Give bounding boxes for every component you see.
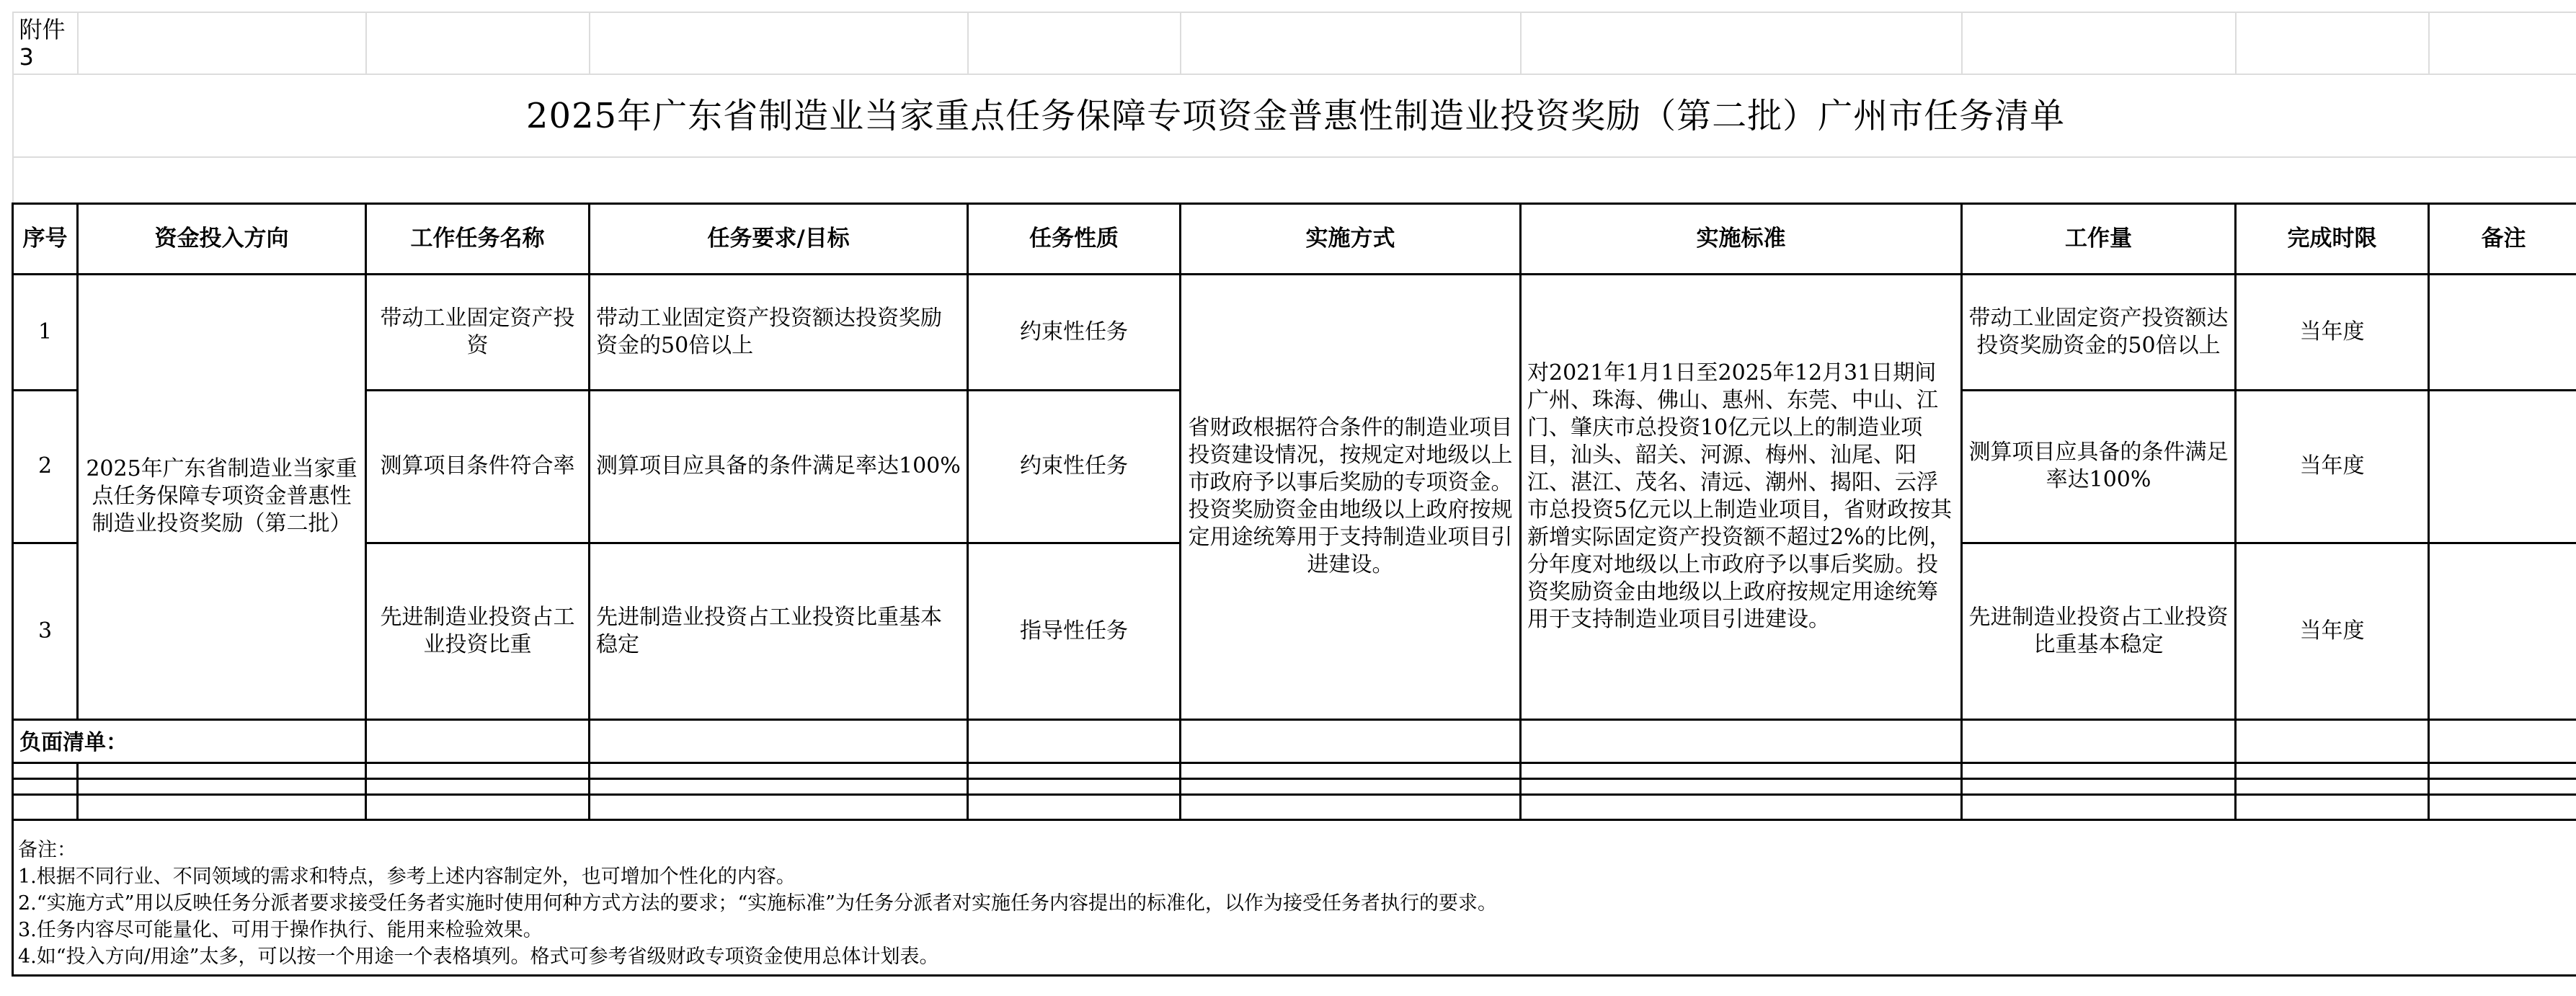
header-fund-direction: 资金投入方向 [78, 203, 366, 274]
negative-list-row [13, 762, 2576, 778]
requirement-cell: 带动工业固定资产投资额达投资奖励资金的50倍以上 [590, 274, 968, 390]
empty-cell [2429, 12, 2576, 74]
row-no: 2 [13, 390, 78, 543]
empty-cell [968, 12, 1181, 74]
row-no: 1 [13, 274, 78, 390]
table-row [13, 274, 2576, 390]
header-deadline: 完成时限 [2236, 203, 2429, 274]
empty-cell [1181, 12, 1521, 74]
negative-list-row [13, 778, 2576, 794]
negative-list-row [13, 719, 2576, 762]
empty-cell [1962, 12, 2236, 74]
note-item: 3.任务内容尽可能量化、可用于操作执行、能用来检验效果。 [18, 918, 543, 941]
empty-cell [590, 719, 968, 762]
negative-list-row [13, 794, 2576, 819]
task-list-table [12, 12, 2576, 977]
empty-cell [2236, 719, 2429, 762]
remark-cell [2429, 543, 2576, 719]
note-item: 4.如“投入方向/用途”太多，可以按一个用途一个表格填列。格式可参考省级财政专项资金使用总体计划表。 [18, 945, 939, 968]
deadline-cell: 当年度 [2236, 543, 2429, 719]
notes-section [13, 819, 2576, 975]
requirement-cell: 测算项目应具备的条件满足率达100% [590, 390, 968, 543]
header-remark: 备注 [2429, 203, 2576, 274]
negative-list-label: 负面清单： [13, 719, 366, 762]
fund-direction-cell: 2025年广东省制造业当家重点任务保障专项资金普惠性制造业投资奖励（第二批） [78, 274, 366, 719]
workload-cell: 测算项目应具备的条件满足率达100% [1962, 390, 2236, 543]
remark-cell [2429, 274, 2576, 390]
header-no: 序号 [13, 203, 78, 274]
empty-cell [2429, 719, 2576, 762]
header-row [13, 203, 2576, 274]
empty-cell [968, 719, 1181, 762]
task-name-cell: 测算项目条件符合率 [366, 390, 590, 543]
empty-cell [1181, 719, 1521, 762]
empty-cell [366, 719, 590, 762]
nature-cell: 约束性任务 [968, 274, 1181, 390]
task-name-cell: 先进制造业投资占工业投资比重 [366, 543, 590, 719]
note-item: 1.根据不同行业、不同领域的需求和特点，参考上述内容制定外，也可增加个性化的内容。 [18, 865, 796, 888]
spacer-row [13, 157, 2576, 203]
nature-cell: 约束性任务 [968, 390, 1181, 543]
header-requirement: 任务要求/目标 [590, 203, 968, 274]
header-standard: 实施标准 [1521, 203, 1962, 274]
header-method: 实施方式 [1181, 203, 1521, 274]
header-workload: 工作量 [1962, 203, 2236, 274]
standard-cell: 对2021年1月1日至2025年12月31日期间广州、珠海、佛山、惠州、东莞、中山、江门、肇庆市总投资10亿元以上的制造业项目，汕头、韶关、河源、梅州、汕尾、阳江、湛江、茂名、清远、潮州、揭阳、云浮市总投资5亿元以上制造业项目，省财政按其新增实际固定资产投资额不超过2%的比例，分年度对地级以上市政府予以事后奖励。投资奖励资金由地级以上政府按规定用途统筹用于支持制造业项目引进建设。 [1521, 274, 1962, 719]
empty-cell [590, 12, 968, 74]
workload-cell: 带动工业固定资产投资额达投资奖励资金的50倍以上 [1962, 274, 2236, 390]
task-name-cell: 带动工业固定资产投资 [366, 274, 590, 390]
empty-cell [1521, 12, 1962, 74]
attachment-label: 附件3 [13, 12, 78, 74]
header-task-name: 工作任务名称 [366, 203, 590, 274]
nature-cell: 指导性任务 [968, 543, 1181, 719]
note-item: 2.“实施方式”用以反映任务分派者要求接受任务者实施时使用何种方式方法的要求；“实施标准”为任务分派者对实施任务内容提出的标准化，以作为接受任务者执行的要求。 [18, 891, 1497, 915]
empty-cell [366, 12, 590, 74]
empty-cell [1521, 719, 1962, 762]
page-title: 2025年广东省制造业当家重点任务保障专项资金普惠性制造业投资奖励（第二批）广州市任务清单 [13, 74, 2576, 157]
deadline-cell: 当年度 [2236, 390, 2429, 543]
remark-cell [2429, 390, 2576, 543]
empty-cell [1962, 719, 2236, 762]
header-nature: 任务性质 [968, 203, 1181, 274]
empty-cell [2236, 12, 2429, 74]
requirement-cell: 先进制造业投资占工业投资比重基本稳定 [590, 543, 968, 719]
workload-cell: 先进制造业投资占工业投资比重基本稳定 [1962, 543, 2236, 719]
method-cell: 省财政根据符合条件的制造业项目投资建设情况，按规定对地级以上市政府予以事后奖励的专项资金。投资奖励资金由地级以上政府按规定用途统筹用于支持制造业项目引进建设。 [1181, 274, 1521, 719]
empty-cell [78, 12, 366, 74]
deadline-cell: 当年度 [2236, 274, 2429, 390]
row-no: 3 [13, 543, 78, 719]
notes-title: 备注： [18, 838, 76, 861]
notes-row [13, 819, 2576, 975]
